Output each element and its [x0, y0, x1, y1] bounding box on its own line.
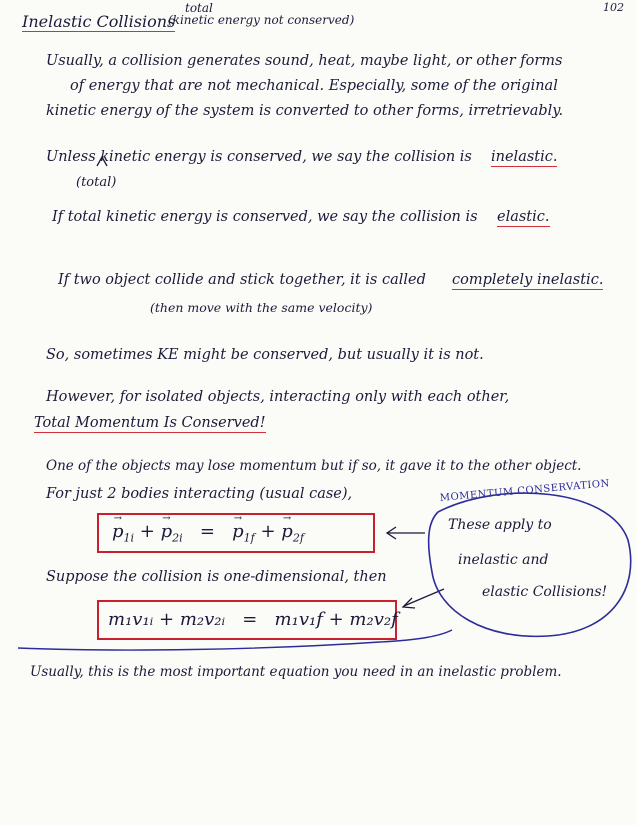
- para5: So, sometimes KE might be conserved, but usually it is not.: [46, 347, 484, 363]
- para1-line2: of energy that are not mechanical. Especially, some of the original: [70, 78, 558, 94]
- para7-line2: For just 2 bodies interacting (usual case),: [46, 486, 353, 502]
- callout-line2: inelastic and: [458, 552, 549, 568]
- para6-line: However, for isolated objects, interacting only with each other,: [46, 389, 510, 405]
- para8: Suppose the collision is one-dimensional, then: [46, 569, 387, 585]
- para4-sub: (then move with the same velocity): [150, 300, 373, 315]
- page-number: 102: [603, 1, 624, 14]
- momentum-vector-equation: → $p_{1i}$ + → $p_{2i}$ = → $p_{1f}$ + → $p_{2f}$: [112, 513, 304, 545]
- heading-note-total: total: [185, 1, 213, 15]
- para1-line1: Usually, a collision generates sound, heat, maybe light, or other forms: [46, 53, 563, 69]
- insertion-caret: [97, 157, 107, 166]
- term-inelastic: inelastic.: [491, 149, 558, 165]
- para2-caret-note: (total): [76, 175, 117, 190]
- para3-line: If total kinetic energy is conserved, we say the collision is: [52, 209, 478, 225]
- para9: Usually, this is the most important equation you need in an inelastic problem.: [30, 664, 562, 680]
- para7-line1: One of the objects may lose momentum but if so, it gave it to the other object.: [46, 458, 582, 474]
- callout-circle: [429, 493, 631, 636]
- arrow-to-equation1: [387, 527, 425, 539]
- para2-line: Unless kinetic energy is conserved, we say the collision is: [46, 149, 472, 165]
- term-completely-inelastic: completely inelastic.: [452, 272, 604, 288]
- callout-line3: elastic Collisions!: [482, 584, 608, 600]
- callout-pointer: [18, 630, 452, 650]
- callout-arc-label: MOMENTUM CONSERVATION: [439, 478, 611, 504]
- momentum-1d-equation: m₁v₁ᵢ + m₂v₂ᵢ = m₁v₁f + m₂v₂f: [108, 609, 398, 630]
- p2i-term: → p: [160, 513, 173, 542]
- momentum-conserved-emphasis: Total Momentum Is Conserved!: [34, 415, 266, 431]
- p1f-term: → p: [232, 513, 244, 542]
- para1-line3: kinetic energy of the system is converted to other forms, irretrievably.: [46, 103, 564, 119]
- para4-line: If two object collide and stick together, it is called: [58, 272, 426, 288]
- p2f-term: → p: [281, 513, 293, 542]
- heading-note: (kinetic energy not conserved): [168, 13, 355, 27]
- callout-line1: These apply to: [448, 517, 552, 533]
- p1i-term: → p: [112, 513, 124, 542]
- page-title: Inelastic Collisions: [22, 12, 176, 31]
- term-elastic: elastic.: [497, 209, 550, 225]
